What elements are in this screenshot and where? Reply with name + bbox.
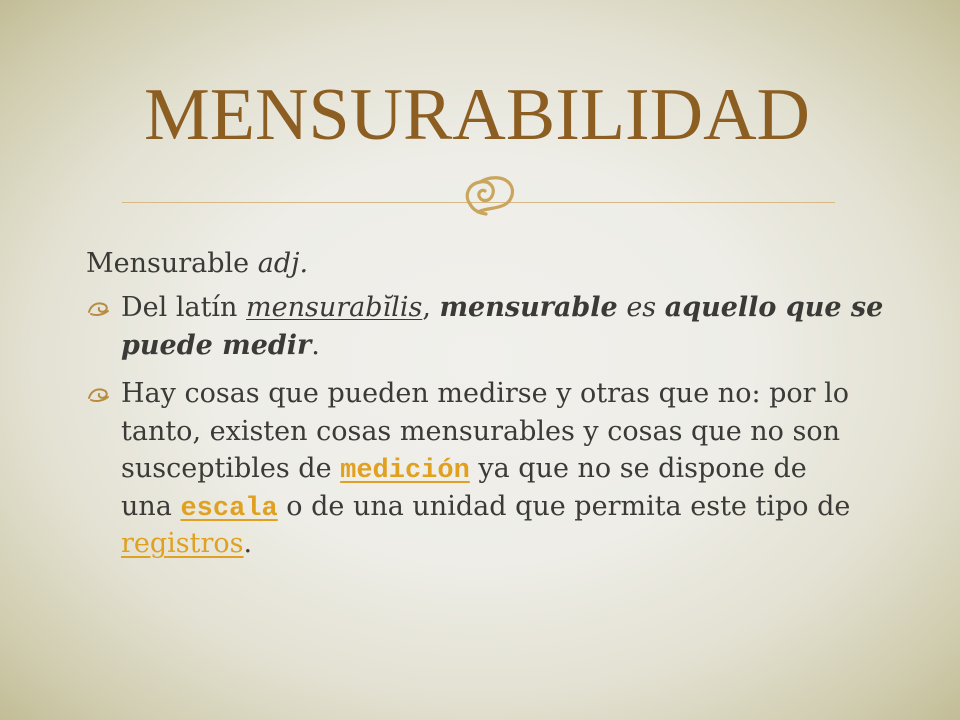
bullet-item-explanation — [86, 375, 850, 563]
bullet-strokes — [89, 389, 108, 401]
text-segment: tanto, existen cosas mensurables y cosas que no son — [121, 415, 840, 447]
link-medicion[interactable]: medición — [340, 456, 470, 486]
part-of-speech: adj. — [257, 248, 309, 279]
text-segment: es — [617, 292, 665, 323]
link-escala[interactable]: escala — [180, 493, 278, 524]
text-segment: o de una unidad que permita este tipo de — [277, 490, 851, 522]
text-segment: Del latín — [121, 292, 247, 323]
text-segment: susceptibles de — [121, 453, 341, 484]
text-segment: una — [121, 490, 181, 522]
text-line — [121, 525, 850, 563]
latin-term: mensurabĭlis — [246, 292, 423, 323]
text-line — [121, 375, 850, 413]
text-line — [121, 488, 850, 526]
defined-word: Mensurable — [86, 248, 258, 279]
ornament-curl — [467, 182, 493, 204]
bullet-text — [121, 375, 850, 563]
ornament-strokes — [467, 178, 512, 214]
bullet-curl — [89, 389, 107, 398]
slide-title: MENSURABILIDAD — [144, 74, 810, 156]
text-segment: . — [311, 329, 320, 361]
text-line — [121, 413, 850, 451]
bullet-curl — [89, 303, 107, 312]
definition-heading — [86, 245, 308, 283]
text-line — [121, 289, 883, 327]
feather-bullet-icon — [86, 385, 110, 403]
text-segment: . — [243, 528, 253, 559]
feather-bullet-icon — [86, 299, 110, 317]
bullet-item-etymology — [86, 289, 883, 364]
text-line — [121, 327, 883, 365]
text-line — [121, 450, 850, 488]
emphasized-definition: aquello que se — [664, 292, 884, 323]
bullet-strokes — [89, 303, 108, 315]
bullet-text — [121, 289, 883, 364]
text-segment: Hay cosas que pueden medirse y otras que no: por lo — [121, 378, 850, 409]
link-registros[interactable]: registros — [121, 528, 244, 559]
flourish-ornament-icon — [460, 174, 516, 218]
emphasized-term: mensurable — [439, 292, 618, 323]
emphasized-definition: puede medir — [121, 329, 312, 361]
text-segment: , — [422, 292, 440, 323]
definition-line — [86, 245, 308, 283]
text-segment: ya que no se dispone de — [469, 453, 807, 484]
